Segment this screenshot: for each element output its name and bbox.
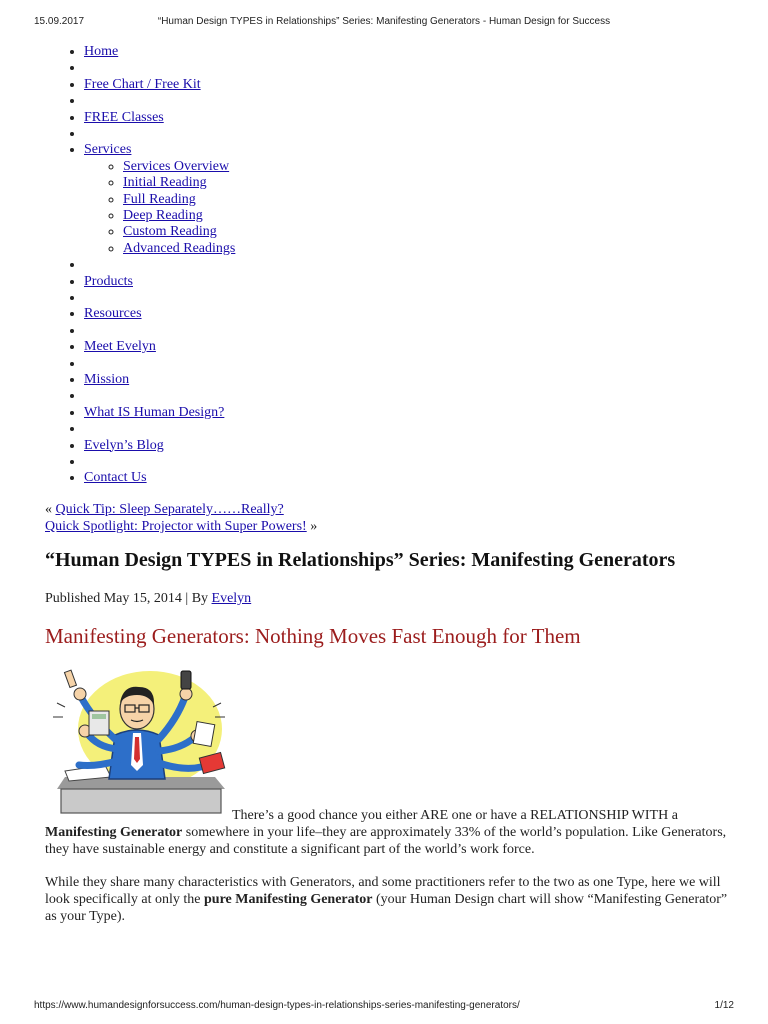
nav-item-free-classes [84,110,735,126]
author-link[interactable]: Evelyn [211,590,252,606]
nav-link-advanced-readings[interactable]: Advanced Readings [123,240,236,256]
nav-empty-item [84,323,735,339]
print-title: “Human Design TYPES in Relationships” Series: Manifesting Generators - Human Design for Success [157,16,611,27]
p1-text-b: somewhere in your life–they are approximately 33% of the world’s population. Like Generators, they have sustainable energy and constitute a significant part of the world’s work force. [45,824,727,857]
nav-link-deep-reading[interactable]: Deep Reading [123,208,203,224]
nav-link-mission[interactable]: Mission [84,372,130,388]
nav-link-contact[interactable]: Contact Us [84,470,147,486]
nav-item-home [84,44,735,60]
nav-empty-item [84,257,735,273]
p1-text-a: There’s a good chance you either ARE one or have a RELATIONSHIP WITH a [232,807,678,823]
submenu-item [123,241,735,257]
print-url: https://www.humandesignforsuccess.com/human-design-types-in-relationships-series-manifesting-generators/ [34,1000,520,1011]
print-footer [34,1000,734,1014]
p2-text-b: (your Human Design chart will show “Manifesting Generator” as your Type). [45,891,728,924]
nav-link-products[interactable]: Products [84,273,133,289]
nav-link-services[interactable]: Services [84,142,132,158]
prev-post-row [45,501,735,518]
nav-link-custom-reading[interactable]: Custom Reading [123,224,217,240]
nav-link-free-chart[interactable]: Free Chart / Free Kit [84,76,201,92]
nav-empty-item [84,126,735,142]
nav-item-free-chart [84,77,735,93]
next-post-link[interactable]: Quick Spotlight: Projector with Super Powers! [45,518,307,534]
p1-bold: Manifesting Generator [45,824,183,840]
post-subtitle: Manifesting Generators: Nothing Moves Fast Enough for Them [45,623,581,648]
nav-empty-item [84,60,735,76]
p2-text-a: While they share many characteristics with Generators, and some practitioners refer to the two as one Type, here we will look specifically at only the [45,874,721,907]
nav-item-meet-evelyn [84,339,735,355]
nav-link-home[interactable]: Home [84,44,119,59]
submenu-item [123,192,735,208]
nav-link-resources[interactable]: Resources [84,306,142,322]
submenu-item [123,175,735,191]
second-paragraph [45,874,735,925]
nav-empty-item [84,290,735,306]
published-text: Published May 15, 2014 | By [45,590,209,606]
nav-item-contact [84,470,735,486]
illustration-container [45,667,735,819]
post-title: “Human Design TYPES in Relationships” Series: Manifesting Generators [45,548,676,571]
print-date: 15.09.2017 [34,16,85,27]
page-content [45,44,735,925]
nav-link-initial-reading[interactable]: Initial Reading [123,175,207,191]
nav-link-services-overview[interactable]: Services Overview [123,158,230,174]
next-post-row [45,518,735,535]
main-nav [45,44,735,487]
submenu-item [123,224,735,240]
post-navigation [45,501,735,535]
services-submenu [84,159,735,257]
multitasking-businessman-illustration [45,667,229,817]
print-header [34,16,734,30]
prev-arrow: « [45,501,52,517]
nav-link-free-classes[interactable]: FREE Classes [84,109,164,125]
nav-item-what-is [84,405,735,421]
print-page-number: 1/12 [714,1000,734,1011]
nav-link-meet-evelyn[interactable]: Meet Evelyn [84,339,156,355]
submenu-item [123,208,735,224]
prev-post-link[interactable]: Quick Tip: Sleep Separately……Really? [55,501,284,517]
nav-item-mission [84,372,735,388]
nav-link-what-is-human-design[interactable]: What IS Human Design? [84,404,225,420]
nav-empty-item [84,454,735,470]
nav-item-resources [84,306,735,322]
nav-link-full-reading[interactable]: Full Reading [123,191,196,207]
post-meta [45,591,735,607]
p2-bold: pure Manifesting Generator [204,891,373,907]
nav-empty-item [84,356,735,372]
nav-item-services [84,142,735,257]
nav-link-blog[interactable]: Evelyn’s Blog [84,437,164,453]
nav-item-blog [84,438,735,454]
nav-empty-item [84,93,735,109]
nav-empty-item [84,388,735,404]
next-arrow: » [310,518,318,534]
nav-empty-item [84,421,735,437]
submenu-item [123,159,735,175]
nav-item-products [84,274,735,290]
